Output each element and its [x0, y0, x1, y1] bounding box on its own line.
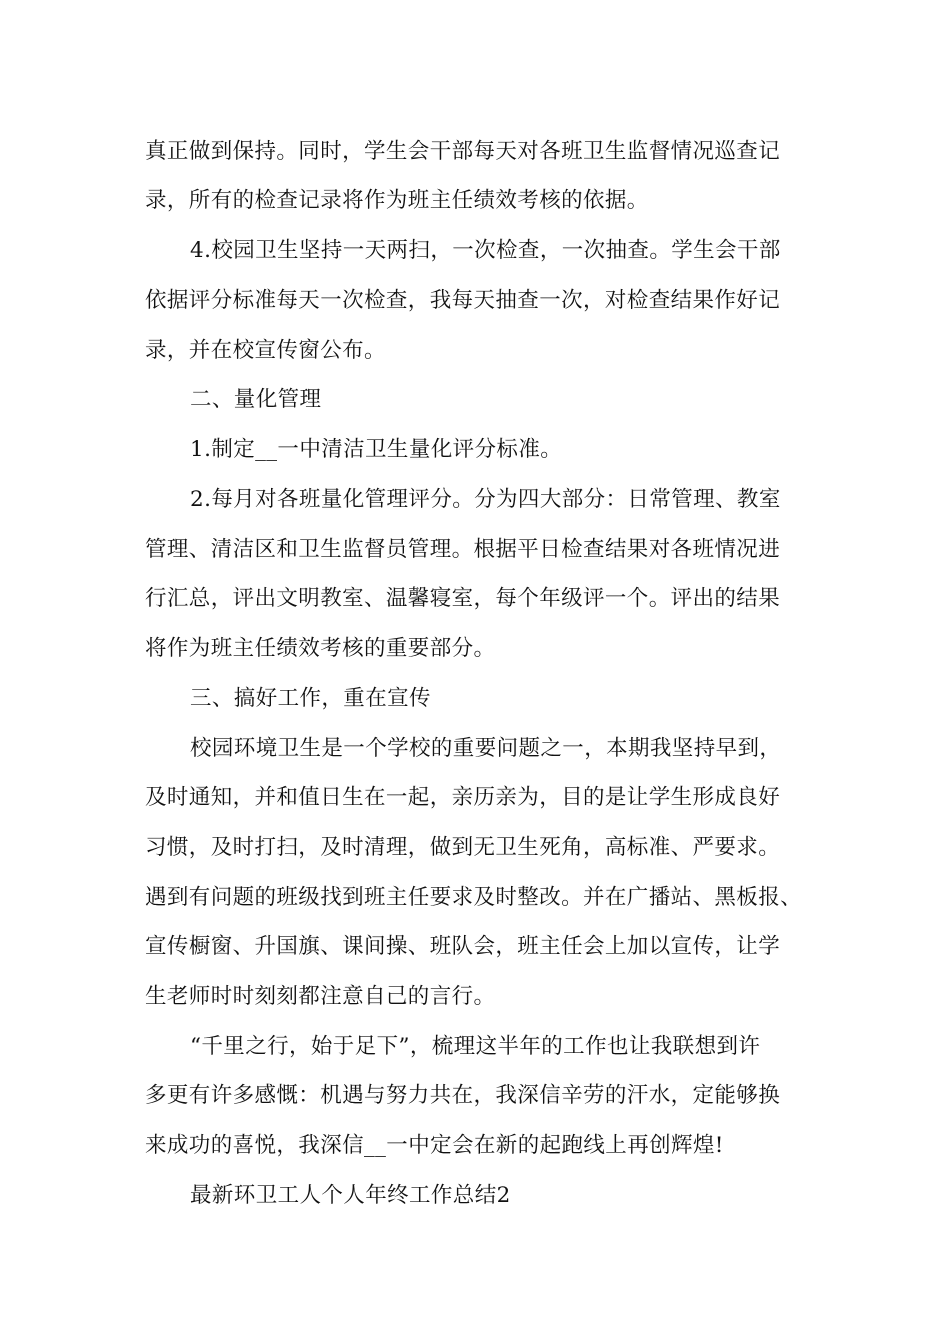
text-line: 1.制定__一中清洁卫生量化评分标准。: [190, 437, 563, 462]
text-line: 习惯，及时打扫，及时清理，做到无卫生死角，高标准、严要求。: [145, 835, 781, 860]
section-heading: 二、量化管理: [190, 387, 322, 412]
text-line: 生老师时时刻刻都注意自己的言行。: [145, 984, 496, 1009]
text-line: 录，所有的检查记录将作为班主任绩效考核的依据。: [145, 188, 649, 213]
document-subtitle: 最新环卫工人个人年终工作总结2: [190, 1183, 511, 1208]
text-line: 真正做到保持。同时，学生会干部每天对各班卫生监督情况巡查记: [145, 139, 781, 164]
text-line: 校园环境卫生是一个学校的重要问题之一，本期我坚持早到，: [190, 736, 782, 761]
text-line: 行汇总，评出文明教室、温馨寝室，每个年级评一个。评出的结果: [145, 586, 781, 611]
text-line: 依据评分标准每天一次检查，我每天抽查一次，对检查结果作好记: [145, 288, 781, 313]
section-heading: 三、搞好工作，重在宣传: [190, 686, 431, 711]
text-line: 宣传橱窗、升国旗、课间操、班队会，班主任会上加以宣传，让学: [145, 934, 781, 959]
text-line: “千里之行，始于足下”，梳理这半年的工作也让我联想到许: [190, 1034, 761, 1059]
text-line: 2.每月对各班量化管理评分。分为四大部分：日常管理、教室: [190, 487, 781, 512]
text-line: 4.校园卫生坚持一天两扫，一次检查，一次抽查。学生会干部: [190, 238, 781, 263]
text-line: 录，并在校宣传窗公布。: [145, 338, 386, 363]
text-line: 遇到有问题的班级找到班主任要求及时整改。并在广播站、黑板报、: [145, 885, 803, 910]
text-line: 将作为班主任绩效考核的重要部分。: [145, 636, 496, 661]
text-line: 多更有许多感慨：机遇与努力共在，我深信辛劳的汗水，定能够换: [145, 1083, 781, 1108]
text-line: 及时通知，并和值日生在一起，亲历亲为，目的是让学生形成良好: [145, 785, 781, 810]
text-line: 管理、清洁区和卫生监督员管理。根据平日检查结果对各班情况进: [145, 537, 781, 562]
text-line: 来成功的喜悦，我深信__一中定会在新的起跑线上再创辉煌!: [145, 1133, 724, 1158]
